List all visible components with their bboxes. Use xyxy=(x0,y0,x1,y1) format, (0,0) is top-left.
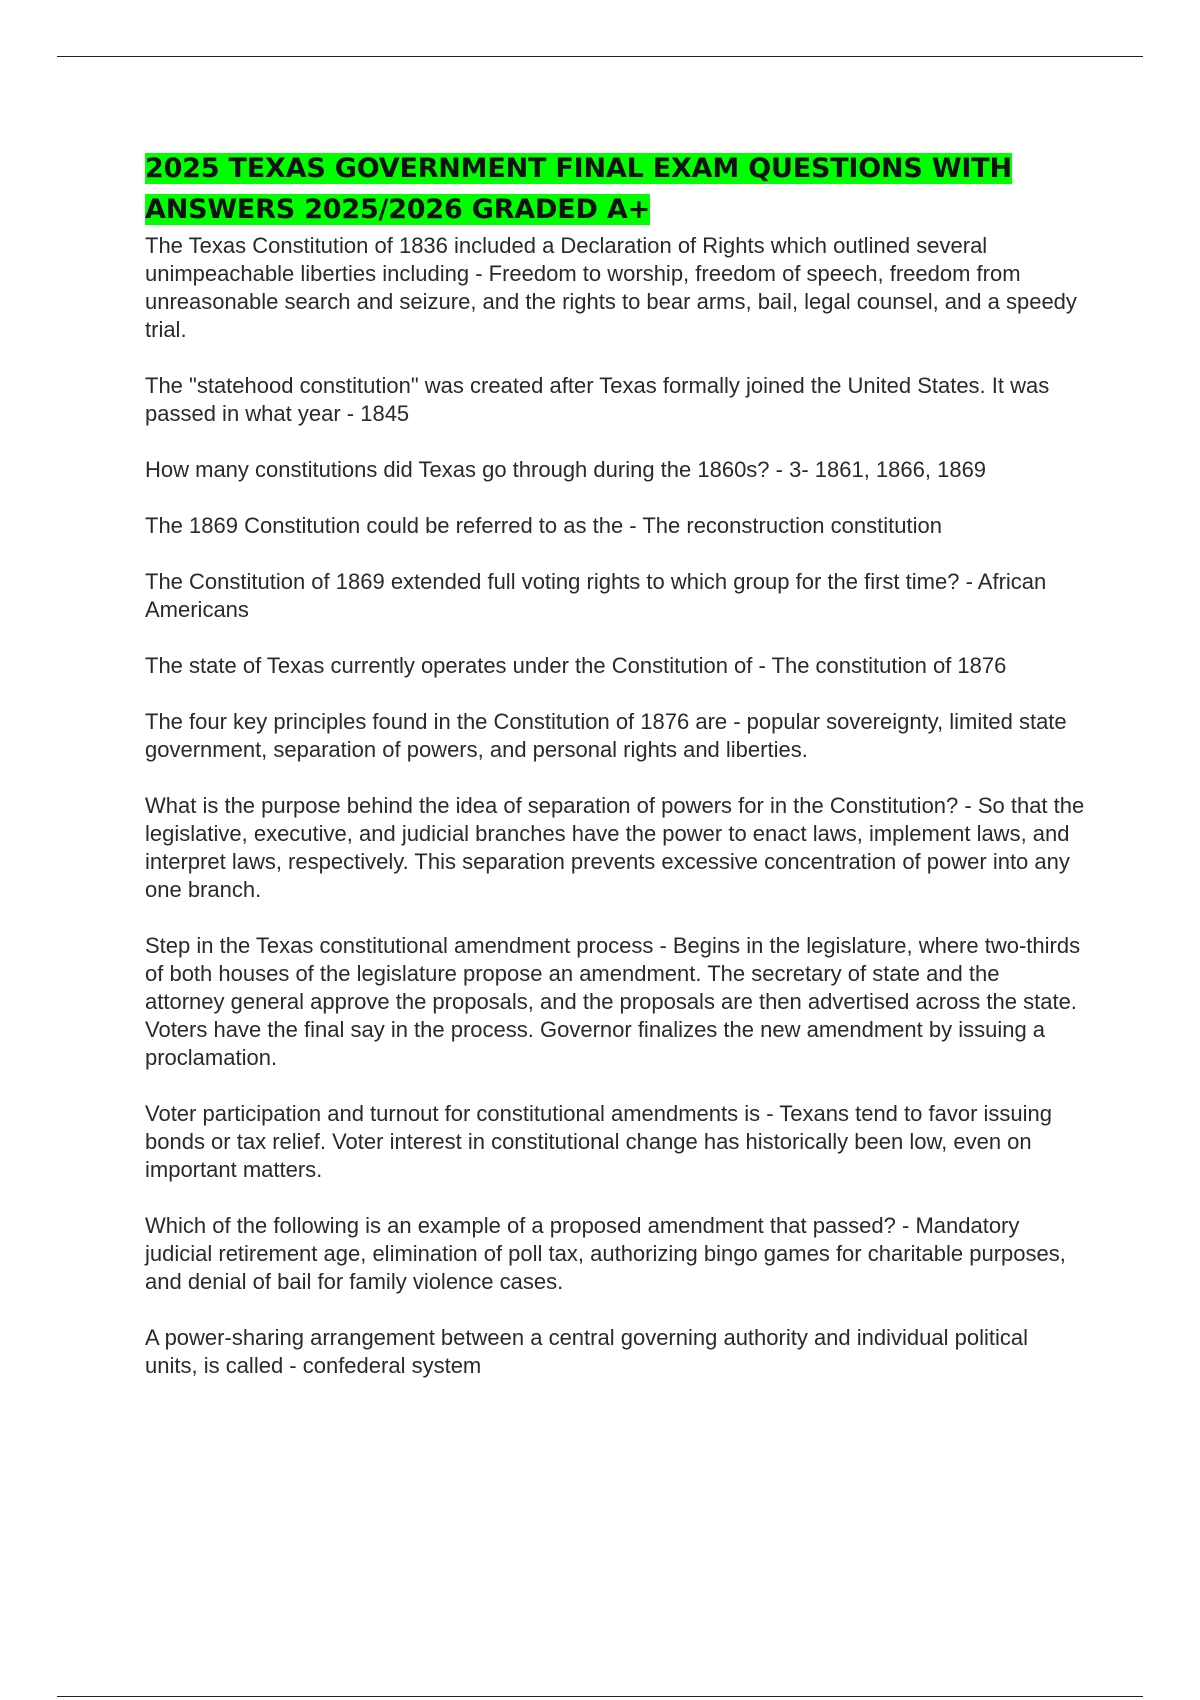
top-rule xyxy=(57,56,1143,57)
qa-item-3: How many constitutions did Texas go through during the 1860s? - 3- 1861, 1866, 1869 xyxy=(145,457,987,482)
bottom-rule xyxy=(57,1696,1143,1697)
qa-item-8: What is the purpose behind the idea of separation of powers for in the Constitution? - So that the legislative, executive, and judicial branches have the power to enact laws, implement laws, and interpret laws, respectively. This separation prevents excessive concentration of power into any one branch. xyxy=(145,793,1085,902)
title-highlight: 2025 TEXAS GOVERNMENT FINAL EXAM QUESTIONS WITH ANSWERS 2025/2026 GRADED A+ xyxy=(145,153,1012,225)
qa-item-11: Which of the following is an example of a proposed amendment that passed? - Mandatory judicial retirement age, elimination of poll tax, authorizing bingo games for charitable purposes, and denial of bail for family violence cases. xyxy=(145,1213,1066,1294)
document-title xyxy=(145,148,1085,230)
qa-item-2: The "statehood constitution" was created after Texas formally joined the United States. It was passed in what year - 1845 xyxy=(145,373,1050,426)
qa-item-10: Voter participation and turnout for constitutional amendments is - Texans tend to favor issuing bonds or tax relief. Voter interest in constitutional change has historically been low, even on important matters. xyxy=(145,1101,1052,1182)
qa-item-9: Step in the Texas constitutional amendment process - Begins in the legislature, where two-thirds of both houses of the legislature propose an amendment. The secretary of state and the attorney general approve the proposals, and the proposals are then advertised across the state. Voters have the final say in the process. Governor finalizes the new amendment by issuing a proclamation. xyxy=(145,933,1081,1070)
qa-item-6: The state of Texas currently operates under the Constitution of - The constitution of 1876 xyxy=(145,653,1007,678)
qa-item-1: The Texas Constitution of 1836 included a Declaration of Rights which outlined several unimpeachable liberties including - Freedom to worship, freedom of speech, freedom from unreasonable search and seizure, and the rights to bear arms, bail, legal counsel, and a speedy trial. xyxy=(145,233,1077,342)
qa-item-12: A power-sharing arrangement between a central governing authority and individual political units, is called - confederal system xyxy=(145,1325,1028,1378)
qa-item-7: The four key principles found in the Constitution of 1876 are - popular sovereignty, limited state government, separation of powers, and personal rights and liberties. xyxy=(145,709,1067,762)
qa-item-4: The 1869 Constitution could be referred to as the - The reconstruction constitution xyxy=(145,513,942,538)
qa-item-5: The Constitution of 1869 extended full voting rights to which group for the first time? - African Americans xyxy=(145,569,1047,622)
document-body xyxy=(145,148,1085,1408)
